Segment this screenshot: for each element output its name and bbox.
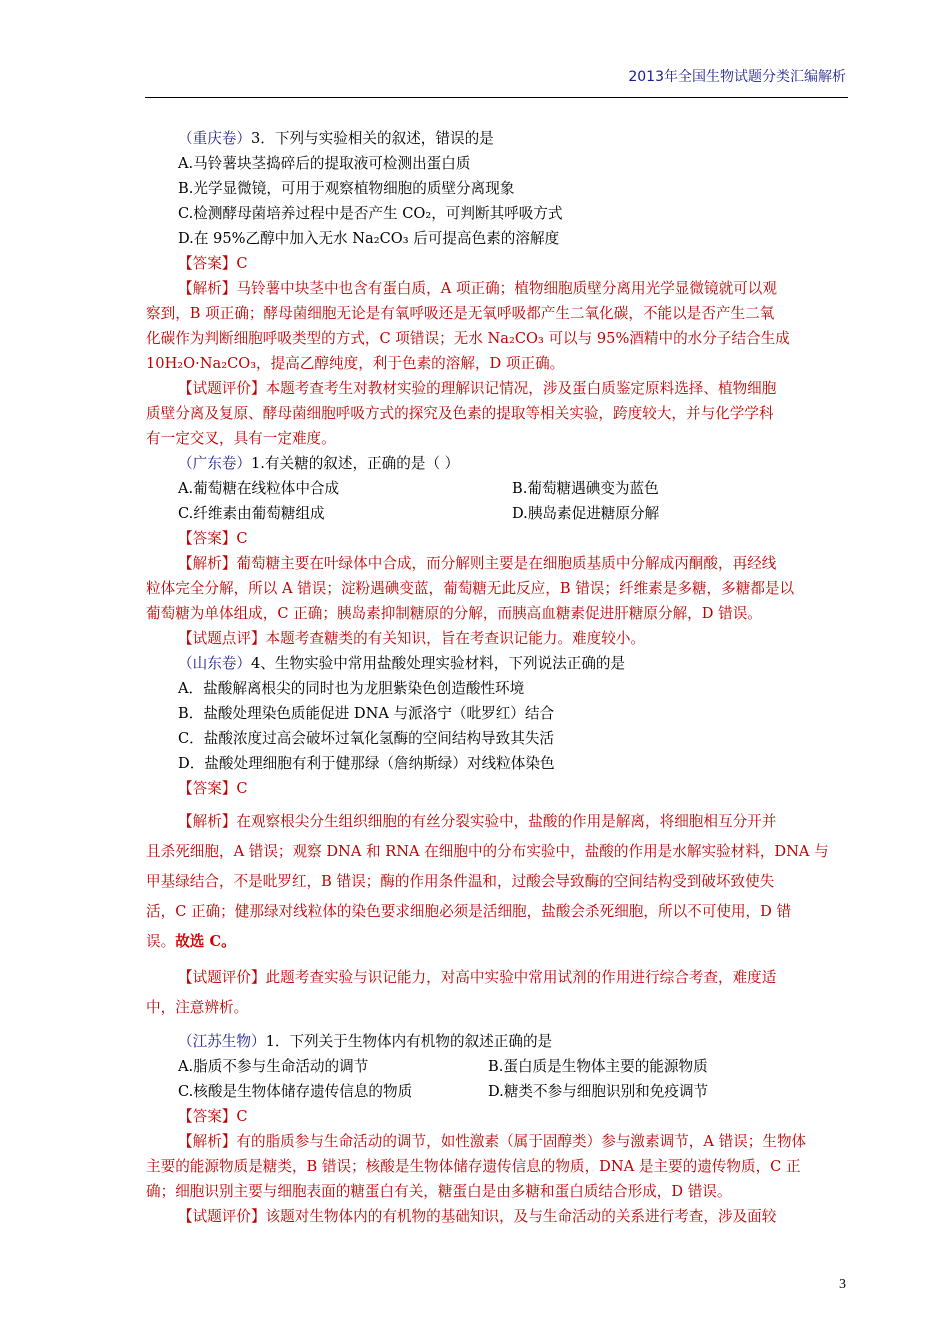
answer-tag: 【答案】 — [178, 530, 237, 547]
evaluation-line: 质壁分离及复原、酵母菌细胞呼吸方式的探究及色素的提取等相关实验，跨度较大，并与化学学科 — [146, 405, 774, 422]
question-source: （广东卷） — [178, 455, 251, 472]
answer-value: C — [236, 1108, 248, 1125]
option-a: A.葡萄糖在线粒体中合成 — [178, 480, 340, 497]
answer-line — [146, 1104, 848, 1129]
answer-tag: 【答案】 — [178, 255, 237, 272]
analysis-block — [146, 551, 848, 626]
question-text: 1．下列关于生物体内有机物的叙述正确的是 — [265, 1033, 553, 1050]
analysis-line: 主要的能源物质是糖类，B 错误；核酸是生物体储存遗传信息的物质，DNA 是主要的遗传物质，C 正 — [146, 1158, 801, 1175]
analysis-line: 【解析】在观察根尖分生组织细胞的有丝分裂实验中，盐酸的作用是解离，将细胞相互分开并 — [178, 813, 777, 830]
evaluation-line: 【试题点评】本题考查糖类的有关知识，旨在考查识记能力。难度较小。 — [178, 630, 646, 647]
question-text: 3．下列与实验相关的叙述，错误的是 — [250, 130, 494, 147]
analysis-line: 活，C 正确；健那绿对线粒体的染色要求细胞必须是活细胞，盐酸会杀死细胞，所以不可使用，D 错 — [146, 903, 792, 920]
option-c: C.核酸是生物体储存遗传信息的物质 — [178, 1083, 413, 1100]
options-row — [146, 501, 848, 526]
option-b: B.葡萄糖遇碘变为蓝色 — [512, 480, 659, 497]
answer-line — [146, 776, 848, 801]
evaluation-tag: 【试题点评】 — [178, 630, 266, 647]
analysis-block — [146, 1129, 848, 1204]
answer-tag: 【答案】 — [178, 1108, 237, 1125]
analysis-tag: 【解析】 — [178, 1133, 237, 1150]
analysis-line: 化碳作为判断细胞呼吸类型的方式，C 项错误；无水 Na₂CO₃ 可以与 95%酒精中的水分子结合生成 — [146, 330, 790, 347]
options-row — [146, 476, 848, 501]
question-stem — [146, 651, 848, 676]
option-a: A．盐酸解离根尖的同时也为龙胆紫染色创造酸性环境 — [178, 680, 525, 697]
option-d: D.胰岛素促进糖原分解 — [512, 505, 660, 522]
option-b: B.蛋白质是生物体主要的能源物质 — [488, 1058, 708, 1075]
evaluation-line: 中，注意辨析。 — [146, 999, 249, 1016]
answer-tag: 【答案】 — [178, 780, 237, 797]
evaluation-block — [146, 376, 848, 451]
options-row — [146, 1079, 848, 1104]
analysis-line: 粒体完全分解，所以 A 错误；淀粉遇碘变蓝，葡萄糖无此反应，B 错误；纤维素是多糖，多糖都是以 — [146, 580, 795, 597]
evaluation-tag: 【试题评价】 — [178, 1208, 266, 1225]
question-source: （重庆卷） — [178, 130, 251, 147]
question-stem — [146, 1029, 848, 1054]
page-number: 3 — [839, 1277, 846, 1292]
option-c: C．盐酸浓度过高会破坏过氧化氢酶的空间结构导致其失活 — [178, 730, 555, 747]
options-row — [146, 1054, 848, 1079]
question-source: （山东卷） — [178, 655, 251, 672]
option-b: B．盐酸处理染色质能促进 DNA 与派洛宁（吡罗红）结合 — [178, 705, 555, 722]
analysis-tag: 【解析】 — [178, 813, 237, 830]
evaluation-block — [146, 963, 848, 1023]
analysis-block — [146, 276, 848, 376]
option-a: A.马铃薯块茎捣碎后的提取液可检测出蛋白质 — [178, 155, 471, 172]
analysis-line: 且杀死细胞，A 错误；观察 DNA 和 RNA 在细胞中的分布实验中，盐酸的作用是水解实验材料，DNA 与 — [146, 843, 829, 860]
option-c: C.纤维素由葡萄糖组成 — [178, 505, 325, 522]
analysis-line: 葡萄糖为单体组成，C 正确；胰岛素抑制糖原的分解，而胰高血糖素促进肝糖原分解，D 错误。 — [146, 605, 762, 622]
analysis-line: 误。故选 C。 — [146, 933, 236, 950]
question-text: 4、生物实验中常用盐酸处理实验材料，下列说法正确的是 — [250, 655, 626, 672]
answer-line — [146, 251, 848, 276]
analysis-line: 10H₂O·Na₂CO₃，提高乙醇纯度，利于色素的溶解，D 项正确。 — [146, 355, 565, 372]
question-stem — [146, 126, 848, 151]
evaluation-tag: 【试题评价】 — [178, 969, 266, 986]
option-c: C.检测酵母菌培养过程中是否产生 CO₂，可判断其呼吸方式 — [178, 205, 563, 222]
question-stem — [146, 451, 848, 476]
option-a: A.脂质不参与生命活动的调节 — [178, 1058, 369, 1075]
option-d: D.在 95%乙醇中加入无水 Na₂CO₃ 后可提高色素的溶解度 — [178, 230, 560, 247]
option-b: B.光学显微镜，可用于观察植物细胞的质壁分离现象 — [178, 180, 515, 197]
analysis-line: 甲基绿结合，不是吡罗红，B 错误；酶的作用条件温和，过酸会导致酶的空间结构受到破坏致使失 — [146, 873, 775, 890]
analysis-line: 确；细胞识别主要与细胞表面的糖蛋白有关，糖蛋白是由多糖和蛋白质结合形成，D 错误。 — [146, 1183, 732, 1200]
analysis-line: 【解析】葡萄糖主要在叶绿体中合成，而分解则主要是在细胞质基质中分解成丙酮酸，再经线 — [178, 555, 777, 572]
analysis-tag: 【解析】 — [178, 555, 237, 572]
conclusion: 故选 C。 — [175, 933, 236, 950]
evaluation-line: 【试题评价】该题对生物体内的有机物的基础知识，及与生命活动的关系进行考查，涉及面较 — [178, 1208, 777, 1225]
option-d: D．盐酸处理细胞有利于健那绿（詹纳斯绿）对线粒体染色 — [178, 755, 555, 772]
answer-value: C — [236, 255, 248, 272]
evaluation-line: 【试题评价】此题考查实验与识记能力，对高中实验中常用试剂的作用进行综合考查，难度适 — [178, 969, 777, 986]
running-header: 2013年全国生物试题分类汇编解析 — [628, 69, 846, 85]
answer-line — [146, 526, 848, 551]
question-text: 1.有关糖的叙述，正确的是（ ） — [250, 455, 460, 472]
answer-value: C — [236, 780, 248, 797]
evaluation-tag: 【试题评价】 — [178, 380, 266, 397]
analysis-line: 【解析】有的脂质参与生命活动的调节，如性激素（属于固醇类）参与激素调节，A 错误；生物体 — [178, 1133, 807, 1150]
page-content — [146, 126, 848, 1229]
evaluation-line: 有一定交叉，具有一定难度。 — [146, 430, 336, 447]
question-source: （江苏生物） — [178, 1033, 266, 1050]
analysis-block — [146, 807, 848, 957]
option-d: D.糖类不参与细胞识别和免疫调节 — [488, 1083, 709, 1100]
analysis-tag: 【解析】 — [178, 280, 237, 297]
evaluation-line: 【试题评价】本题考查考生对教材实验的理解识记情况，涉及蛋白质鉴定原料选择、植物细胞 — [178, 380, 777, 397]
analysis-line: 察到，B 项正确；酵母菌细胞无论是有氧呼吸还是无氧呼吸都产生二氧化碳，不能以是否产生二氧 — [146, 305, 775, 322]
answer-value: C — [236, 530, 248, 547]
analysis-line: 【解析】马铃薯中块茎中也含有蛋白质，A 项正确；植物细胞质壁分离用光学显微镜就可以观 — [178, 280, 777, 297]
header-rule — [145, 97, 848, 98]
